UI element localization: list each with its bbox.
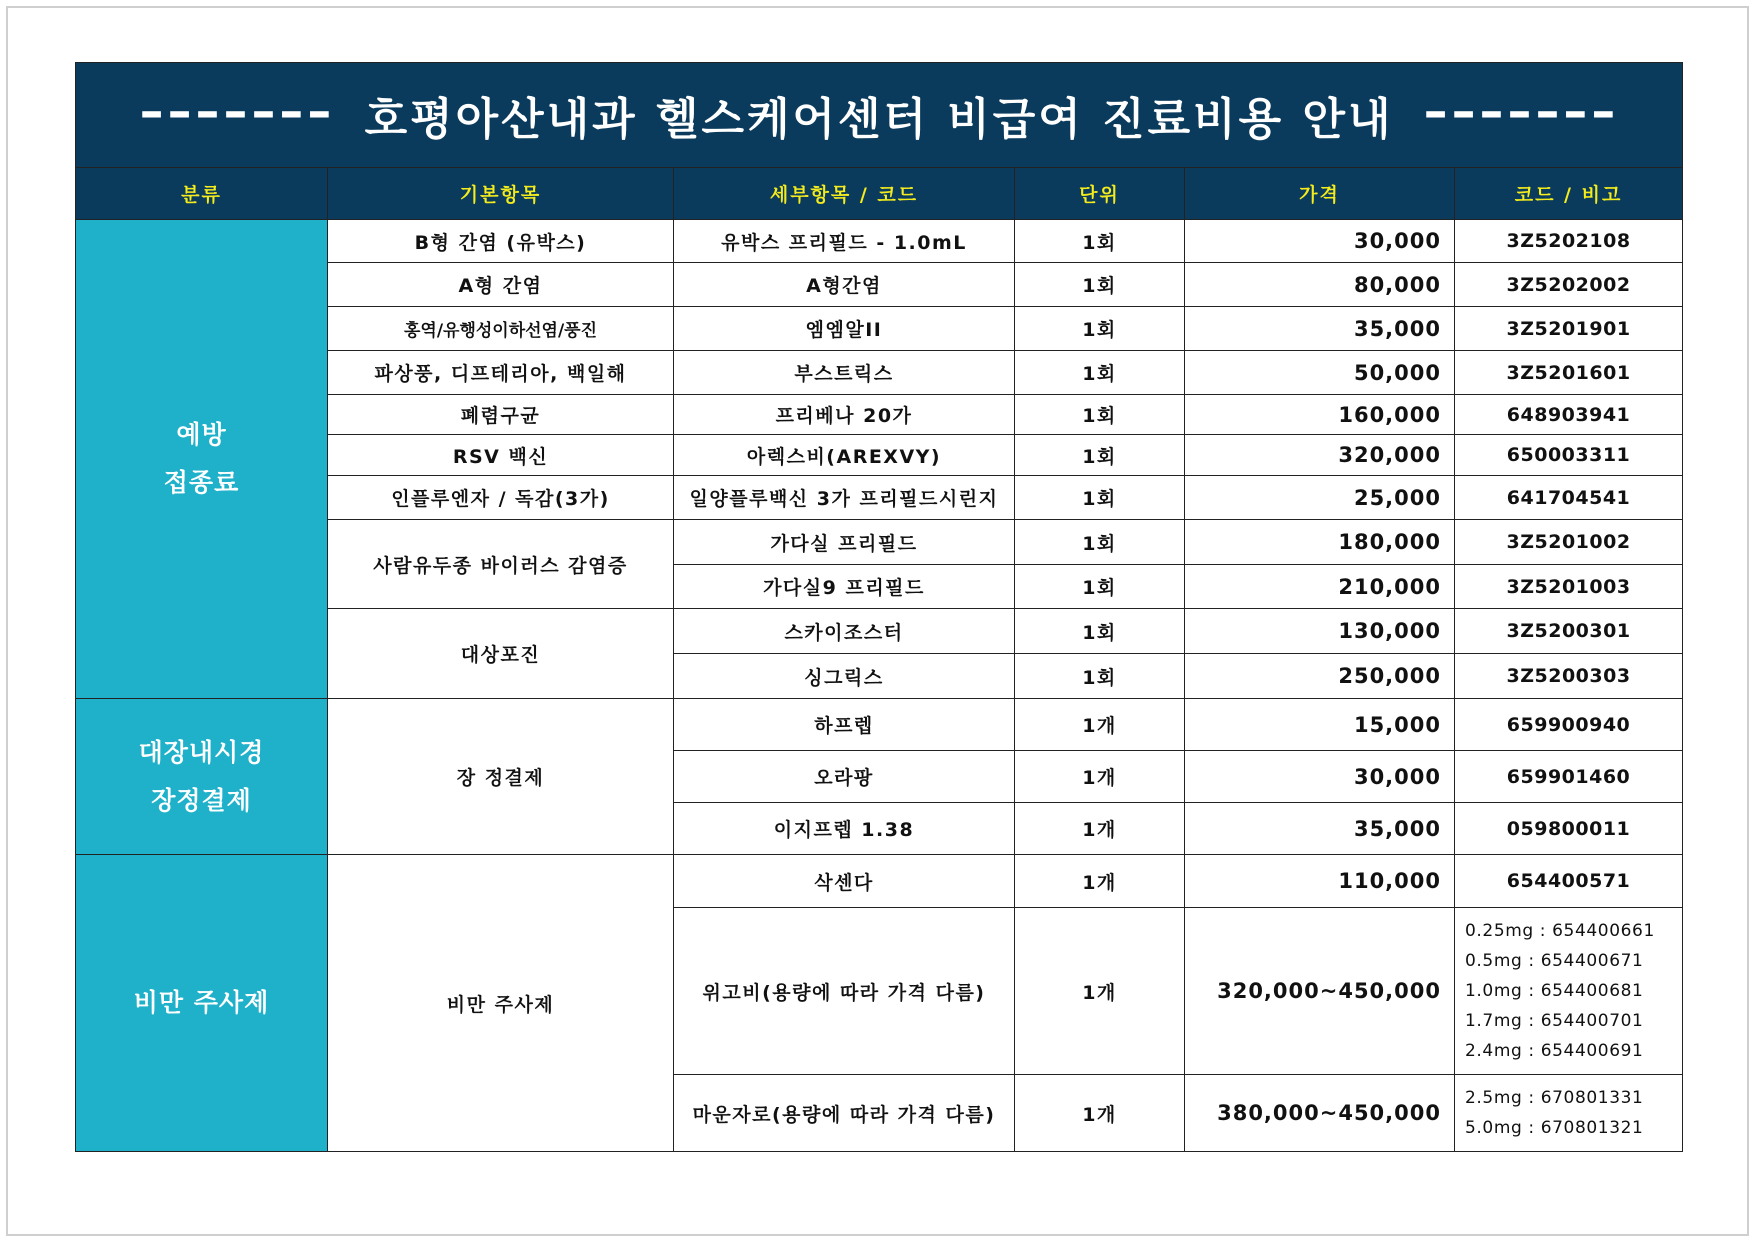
unit-cell: 1개 (1015, 908, 1185, 1075)
header-price: 가격 (1185, 168, 1455, 220)
unit-cell: 1개 (1015, 855, 1185, 908)
price-cell: 110,000 (1185, 855, 1455, 908)
unit-cell: 1회 (1015, 435, 1185, 476)
item-cell: 비만 주사제 (328, 855, 674, 1152)
category-label-line: 비만 주사제 (133, 988, 270, 1017)
unit-cell: 1회 (1015, 351, 1185, 395)
detail-cell: 프리베나 20가 (674, 395, 1015, 435)
code-cell: 659900940 (1455, 699, 1683, 751)
unit-cell: 1회 (1015, 476, 1185, 520)
code-cell: 3Z5202002 (1455, 263, 1683, 307)
price-cell: 25,000 (1185, 476, 1455, 520)
category-label-line: 장정결제 (151, 785, 252, 815)
code-cell: 059800011 (1455, 803, 1683, 855)
unit-cell: 1회 (1015, 307, 1185, 351)
item-cell: 파상풍, 디프테리아, 백일해 (328, 351, 674, 395)
unit-cell: 1회 (1015, 609, 1185, 654)
detail-cell: 하프렙 (674, 699, 1015, 751)
title-banner (76, 63, 1683, 168)
code-note-line: 5.0mg : 670801321 (1465, 1118, 1644, 1138)
table-row (76, 699, 1683, 751)
price-cell: 30,000 (1185, 751, 1455, 803)
unit-cell: 1개 (1015, 1075, 1185, 1152)
title-left-dashes-text: ------- (138, 87, 335, 138)
price-table-body (76, 63, 1683, 1152)
code-cell: 3Z5201002 (1455, 520, 1683, 565)
price-cell: 380,000~450,000 (1185, 1075, 1455, 1152)
code-cell: 650003311 (1455, 435, 1683, 476)
header-detail: 세부항목 / 코드 (674, 168, 1015, 220)
title-right-dashes (1423, 87, 1620, 140)
unit-cell: 1개 (1015, 803, 1185, 855)
detail-cell: 삭센다 (674, 855, 1015, 908)
item-cell: 대상포진 (328, 609, 674, 699)
detail-cell: 가다실9 프리필드 (674, 565, 1015, 609)
title-row (76, 63, 1683, 168)
item-cell: 사람유두종 바이러스 감염증 (328, 520, 674, 609)
price-cell: 320,000 (1185, 435, 1455, 476)
code-cell: 654400571 (1455, 855, 1683, 908)
price-cell: 80,000 (1185, 263, 1455, 307)
code-note-line: 0.25mg : 654400661 (1465, 921, 1655, 941)
item-cell: RSV 백신 (328, 435, 674, 476)
price-cell: 50,000 (1185, 351, 1455, 395)
price-cell: 35,000 (1185, 803, 1455, 855)
code-cell: 3Z5201003 (1455, 565, 1683, 609)
page-title: 호평아산내과 헬스케어센터 비급여 진료비용 안내 (364, 94, 1394, 145)
price-cell: 180,000 (1185, 520, 1455, 565)
unit-cell: 1회 (1015, 395, 1185, 435)
detail-cell: A형간염 (674, 263, 1015, 307)
detail-cell: 아렉스비(AREXVY) (674, 435, 1015, 476)
category-label-line: 접종료 (163, 468, 240, 497)
code-note-line: 2.4mg : 654400691 (1465, 1041, 1644, 1061)
table-row (76, 855, 1683, 908)
price-cell: 35,000 (1185, 307, 1455, 351)
code-cell: 648903941 (1455, 395, 1683, 435)
category-label-line: 대장내시경 (138, 737, 265, 767)
unit-cell: 1회 (1015, 263, 1185, 307)
item-cell: 장 정결제 (328, 699, 674, 855)
code-cell: 641704541 (1455, 476, 1683, 520)
title-left-dashes (138, 87, 335, 140)
unit-cell: 1회 (1015, 520, 1185, 565)
code-notes-cell (1455, 908, 1683, 1075)
item-cell: 폐렴구균 (328, 395, 674, 435)
detail-cell: 마운자로(용량에 따라 가격 다름) (674, 1075, 1015, 1152)
unit-cell: 1회 (1015, 654, 1185, 699)
detail-cell: 위고비(용량에 따라 가격 다름) (674, 908, 1015, 1075)
code-cell: 3Z5201601 (1455, 351, 1683, 395)
code-note-line: 0.5mg : 654400671 (1465, 951, 1644, 971)
code-cell: 659901460 (1455, 751, 1683, 803)
category-label-line: 예방 (176, 420, 227, 449)
detail-cell: 유박스 프리필드 - 1.0mL (674, 220, 1015, 263)
category-cell-obesity (76, 855, 328, 1152)
header-category: 분류 (76, 168, 328, 220)
price-cell: 130,000 (1185, 609, 1455, 654)
detail-cell: 오라팡 (674, 751, 1015, 803)
header-item: 기본항목 (328, 168, 674, 220)
code-note-line: 2.5mg : 670801331 (1465, 1088, 1644, 1108)
unit-cell: 1개 (1015, 699, 1185, 751)
item-cell: 인플루엔자 / 독감(3가) (328, 476, 674, 520)
code-cell: 3Z5200301 (1455, 609, 1683, 654)
category-cell-vaccination (76, 220, 328, 699)
item-cell: 홍역/유행성이하선염/풍진 (328, 307, 674, 351)
code-notes-cell (1455, 1075, 1683, 1152)
detail-cell: 일양플루백신 3가 프리필드시린지 (674, 476, 1015, 520)
code-note-line: 1.7mg : 654400701 (1465, 1011, 1644, 1031)
price-table (75, 62, 1683, 1152)
code-cell: 3Z5202108 (1455, 220, 1683, 263)
detail-cell: 이지프렙 1.38 (674, 803, 1015, 855)
detail-cell: 엠엠알II (674, 307, 1015, 351)
unit-cell: 1개 (1015, 751, 1185, 803)
price-cell: 160,000 (1185, 395, 1455, 435)
title-right-dashes-text: ------- (1423, 87, 1620, 138)
item-cell: A형 간염 (328, 263, 674, 307)
unit-cell: 1회 (1015, 565, 1185, 609)
price-cell: 15,000 (1185, 699, 1455, 751)
price-cell: 250,000 (1185, 654, 1455, 699)
price-cell: 210,000 (1185, 565, 1455, 609)
detail-cell: 싱그릭스 (674, 654, 1015, 699)
table-row (76, 220, 1683, 263)
price-cell: 320,000~450,000 (1185, 908, 1455, 1075)
title-wrap (76, 63, 1682, 167)
code-note-line: 1.0mg : 654400681 (1465, 981, 1644, 1001)
header-code: 코드 / 비고 (1455, 168, 1683, 220)
code-cell: 3Z5200303 (1455, 654, 1683, 699)
item-cell: B형 간염 (유박스) (328, 220, 674, 263)
detail-cell: 스카이조스터 (674, 609, 1015, 654)
header-row (76, 168, 1683, 220)
category-cell-colonoscopy (76, 699, 328, 855)
detail-cell: 가다실 프리필드 (674, 520, 1015, 565)
detail-cell: 부스트릭스 (674, 351, 1015, 395)
price-cell: 30,000 (1185, 220, 1455, 263)
code-cell: 3Z5201901 (1455, 307, 1683, 351)
header-unit: 단위 (1015, 168, 1185, 220)
unit-cell: 1회 (1015, 220, 1185, 263)
